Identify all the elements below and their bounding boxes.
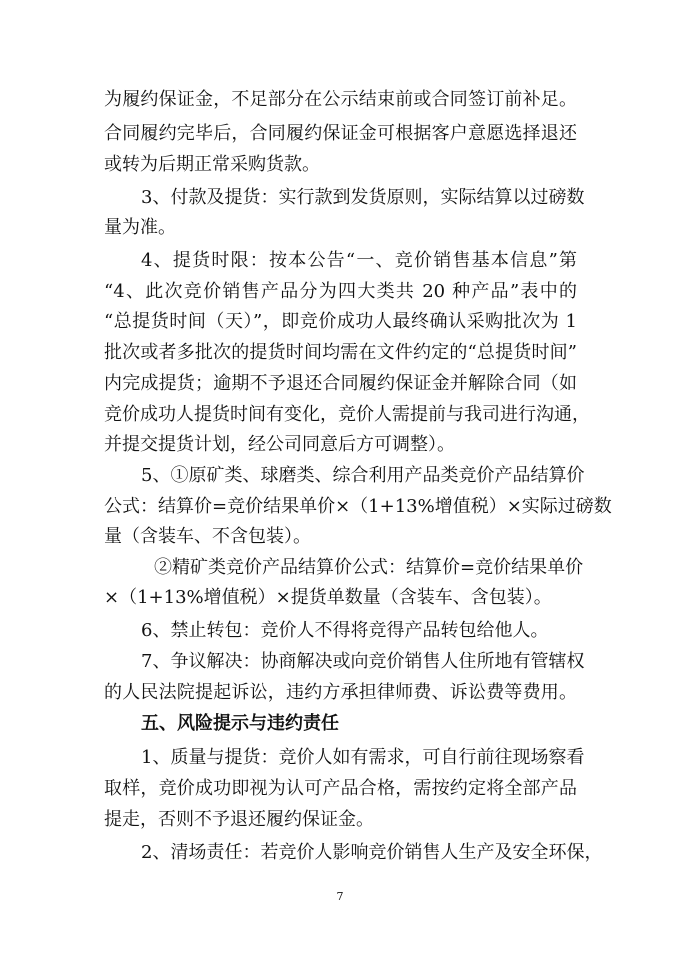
text-line: ②精矿类竞价产品结算价公式：结算价=竞价结果单价 — [154, 557, 584, 578]
text-line: “4、此次竞价销售产品分为四大类共 20 种产品”表中的 — [104, 281, 577, 302]
text-line: 6、禁止转包：竞价人不得将竞得产品转包给他人。 — [141, 620, 549, 641]
text-line: 提走，否则不予退还履约保证金。 — [104, 809, 374, 830]
text-line: 竞价成功人提货时间有变化，竞价人需提前与我司进行沟通， — [104, 404, 590, 425]
text-line: ×（1+13%增值税）×提货单数量（含装车、含包装）。 — [104, 587, 552, 608]
text-line: 内完成提货；逾期不予退还合同履约保证金并解除合同（如 — [104, 373, 577, 394]
text-line: 的人民法院提起诉讼，违约方承担律师费、诉讼费等费用。 — [104, 682, 577, 703]
text-line: 2、清场责任：若竞价人影响竞价销售人生产及安全环保， — [141, 842, 603, 863]
page-number: 7 — [336, 890, 344, 903]
text-line: 合同履约完毕后，合同履约保证金可根据客户意愿选择退还 — [104, 123, 577, 144]
text-line: 量（含装车、不含包装）。 — [104, 526, 311, 547]
section-heading: 五、风险提示与违约责任 — [141, 713, 339, 734]
text-line: 4、提货时限：按本公告“一、竞价销售基本信息”第 — [141, 250, 577, 271]
text-line: 并提交提货计划，经公司同意后方可调整）。 — [104, 434, 455, 455]
text-line: 1、质量与提货：竞价人如有需求，可自行前往现场察看 — [141, 747, 585, 768]
text-line: 为履约保证金，不足部分在公示结束前或合同签订前补足。 — [104, 89, 577, 110]
text-line: 取样，竞价成功即视为认可产品合格，需按约定将全部产品 — [104, 778, 577, 799]
text-line: “总提货时间（天）”，即竞价成功人最终确认采购批次为 1 — [104, 311, 577, 332]
text-line: 公式：结算价=竞价结果单价×（1+13%增值税）×实际过磅数 — [104, 496, 612, 517]
text-line: 或转为后期正常采购货款。 — [104, 154, 320, 175]
text-line: 量为准。 — [104, 217, 176, 238]
text-line: 5、①原矿类、球磨类、综合利用产品类竞价产品结算价 — [141, 465, 585, 486]
text-line: 3、付款及提货：实行款到发货原则，实际结算以过磅数 — [141, 187, 585, 208]
text-line: 7、争议解决：协商解决或向竞价销售人住所地有管辖权 — [141, 651, 585, 672]
text-line: 批次或者多批次的提货时间均需在文件约定的“总提货时间” — [104, 342, 577, 363]
